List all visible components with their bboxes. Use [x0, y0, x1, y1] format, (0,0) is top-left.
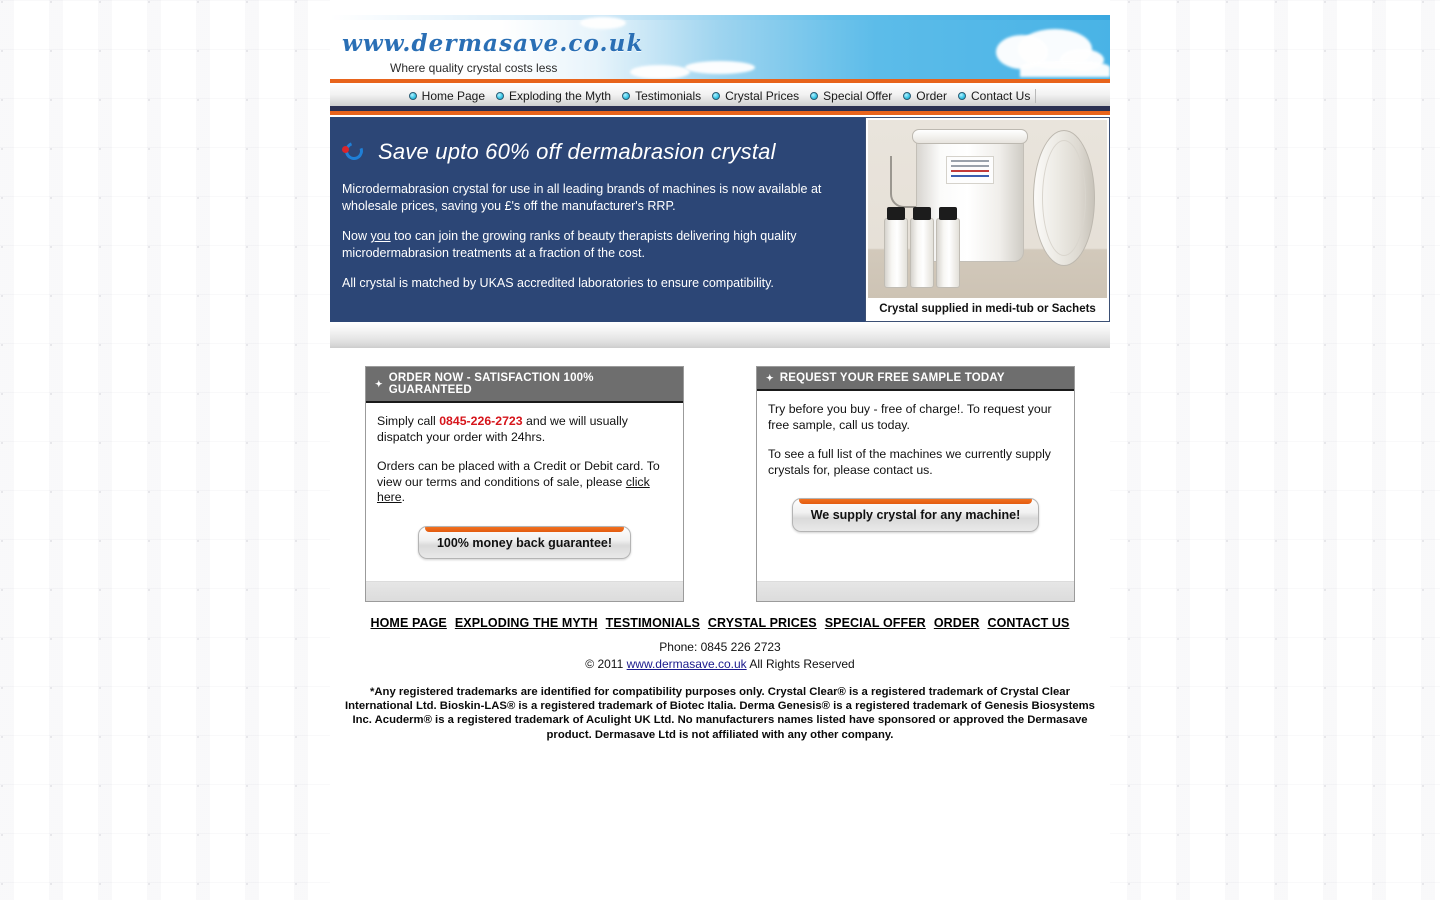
free-sample-paragraph-1: Try before you buy - free of charge!. To request your free sample, call us today. — [768, 402, 1052, 432]
free-sample-panel-header — [757, 367, 1074, 391]
footer-disclaimer: *Any registered trademarks are identified for compatibility purposes only. Crystal Clear® is a registered trademark of Crystal Clear International Ltd. Bioskin-LAS® is a registered trademark of Biotec Italia. Derma Genesis® is a registered trademark of Genesis Biosystems Inc. Acuderm® is a registered trademark of Aculight UK Ltd. No manufacturers names listed have sponsored or approved the Dermasave product. Dermasave Ltd is not affiliated with any other company. — [345, 686, 1095, 741]
order-now-panel-footer — [366, 581, 683, 601]
copyright-prefix: © 2011 — [585, 657, 627, 671]
panels-row — [330, 366, 1110, 602]
ring-dot-icon — [342, 139, 368, 165]
free-sample-panel — [756, 366, 1075, 602]
nav-item-order[interactable] — [898, 89, 953, 103]
footer-link-special-offer[interactable]: SPECIAL OFFER — [824, 616, 926, 630]
nav-item-crystal-prices[interactable] — [707, 89, 805, 103]
money-back-guarantee-button[interactable]: 100% money back guarantee! — [418, 526, 631, 560]
free-sample-panel-footer — [757, 581, 1074, 601]
nav-item-testimonials[interactable] — [617, 89, 707, 103]
bottle-shape — [936, 218, 960, 288]
order-now-panel-title: ORDER NOW - SATISFACTION 100% GUARANTEED — [388, 372, 594, 396]
footer-link-testimonials[interactable]: TESTIMONIALS — [605, 616, 700, 630]
bottle-shape — [884, 218, 908, 288]
call-prefix: Simply call — [377, 414, 440, 428]
order-phone-number: 0845-226-2723 — [439, 414, 523, 428]
hero-paragraph-3: All crystal is matched by UKAS accredited laboratories to ensure compatibility. — [342, 276, 774, 290]
free-sample-paragraph-2: To see a full list of the machines we currently supply crystals for, please contact us. — [768, 447, 1051, 477]
footer-link-contact-us[interactable]: CONTACT US — [987, 616, 1070, 630]
bullet-circle-icon — [810, 92, 818, 100]
tub-rim-shape — [912, 129, 1028, 144]
hero-heading — [342, 139, 843, 165]
bullet-circle-icon — [496, 92, 504, 100]
cloud-shape — [685, 61, 755, 74]
crystal-medi-tub-photo — [868, 120, 1107, 298]
order-now-paragraph-2 — [377, 459, 672, 506]
tub-label-shape — [946, 156, 994, 184]
page-shell — [330, 0, 1110, 900]
hero-p2-pre: Now — [342, 229, 371, 243]
bullet-circle-icon — [903, 92, 911, 100]
product-image-caption: Crystal supplied in medi-tub or Sachets — [866, 298, 1109, 321]
tub-lid-shape — [1033, 130, 1095, 266]
site-masthead — [330, 15, 1110, 79]
order-now-button-row — [377, 520, 672, 576]
footer-link-exploding-the-myth[interactable]: EXPLODING THE MYTH — [454, 616, 598, 630]
bullet-circle-icon — [622, 92, 630, 100]
diamond-icon: ✦ — [766, 372, 774, 383]
nav-label: Special Offer — [823, 88, 893, 103]
hero-p2-post: too can join the growing ranks of beauty therapists delivering high quality microdermabrasion treatments at a fraction of the cost. — [342, 229, 797, 260]
nav-label: Home Page — [421, 88, 486, 103]
footer-navigation — [330, 616, 1110, 630]
bullet-circle-icon — [958, 92, 966, 100]
terms-prefix: Orders can be placed with a Credit or Debit card. To view our terms and conditions of sale, please — [377, 459, 660, 489]
logo-text: www.dermasave.co.uk — [342, 30, 644, 57]
footer-phone: Phone: 0845 226 2723 — [659, 640, 781, 654]
footer-link-home-page[interactable]: HOME PAGE — [370, 616, 447, 630]
bottle-shape — [910, 218, 934, 288]
footer-link-order[interactable]: ORDER — [933, 616, 980, 630]
primary-navigation — [330, 85, 1110, 106]
footer-copyright — [330, 657, 1110, 671]
nav-item-contact-us[interactable] — [953, 89, 1036, 103]
free-sample-panel-body — [757, 391, 1074, 581]
bullet-circle-icon — [712, 92, 720, 100]
supply-any-machine-button[interactable]: We supply crystal for any machine! — [792, 498, 1040, 532]
hero-copy — [330, 117, 865, 322]
order-now-paragraph-1 — [377, 414, 672, 445]
nav-item-exploding-the-myth[interactable] — [491, 89, 617, 103]
nav-label: Contact Us — [970, 88, 1031, 103]
nav-item-home-page[interactable] — [404, 89, 491, 103]
nav-item-special-offer[interactable] — [805, 89, 898, 103]
product-image-card — [865, 117, 1110, 322]
nav-label: Exploding the Myth — [509, 88, 612, 103]
logo-tagline: Where quality crystal costs less — [390, 61, 558, 75]
bullet-circle-icon — [409, 92, 417, 100]
gradient-band — [330, 322, 1110, 348]
cloud-shape — [1020, 61, 1110, 77]
free-sample-button-row — [768, 492, 1063, 548]
diamond-icon: ✦ — [375, 378, 383, 389]
terms-suffix: . — [401, 490, 406, 504]
nav-label: Order — [916, 88, 947, 103]
free-sample-panel-title: REQUEST YOUR FREE SAMPLE TODAY — [779, 372, 1005, 384]
hero-paragraph-2 — [342, 228, 843, 261]
hero-paragraph-1: Microdermabrasion crystal for use in all leading brands of machines is now available at wholesale prices, saving you £'s off the manufacturer's RRP. — [342, 182, 822, 213]
hero-p2-emphasis: you — [370, 229, 391, 243]
site-logo[interactable] — [330, 15, 660, 79]
site-footer — [330, 602, 1110, 742]
hero-title: Save upto 60% off dermabrasion crystal — [378, 139, 776, 164]
hero-banner — [330, 117, 1110, 322]
order-now-panel-header — [366, 367, 683, 403]
footer-link-crystal-prices[interactable]: CRYSTAL PRICES — [707, 616, 817, 630]
nav-list — [404, 89, 1037, 103]
footer-site-link[interactable]: www.dermasave.co.uk — [626, 657, 747, 671]
order-now-panel-body — [366, 403, 683, 581]
nav-label: Testimonials — [635, 88, 702, 103]
terms-click-here-link[interactable]: click here — [377, 474, 650, 504]
copyright-suffix: All Rights Reserved — [746, 657, 855, 671]
order-now-panel — [365, 366, 684, 602]
call-suffix: and we will usually dispatch your order with 24hrs. — [377, 414, 628, 444]
band-spacer — [330, 348, 1110, 366]
nav-label: Crystal Prices — [725, 88, 800, 103]
